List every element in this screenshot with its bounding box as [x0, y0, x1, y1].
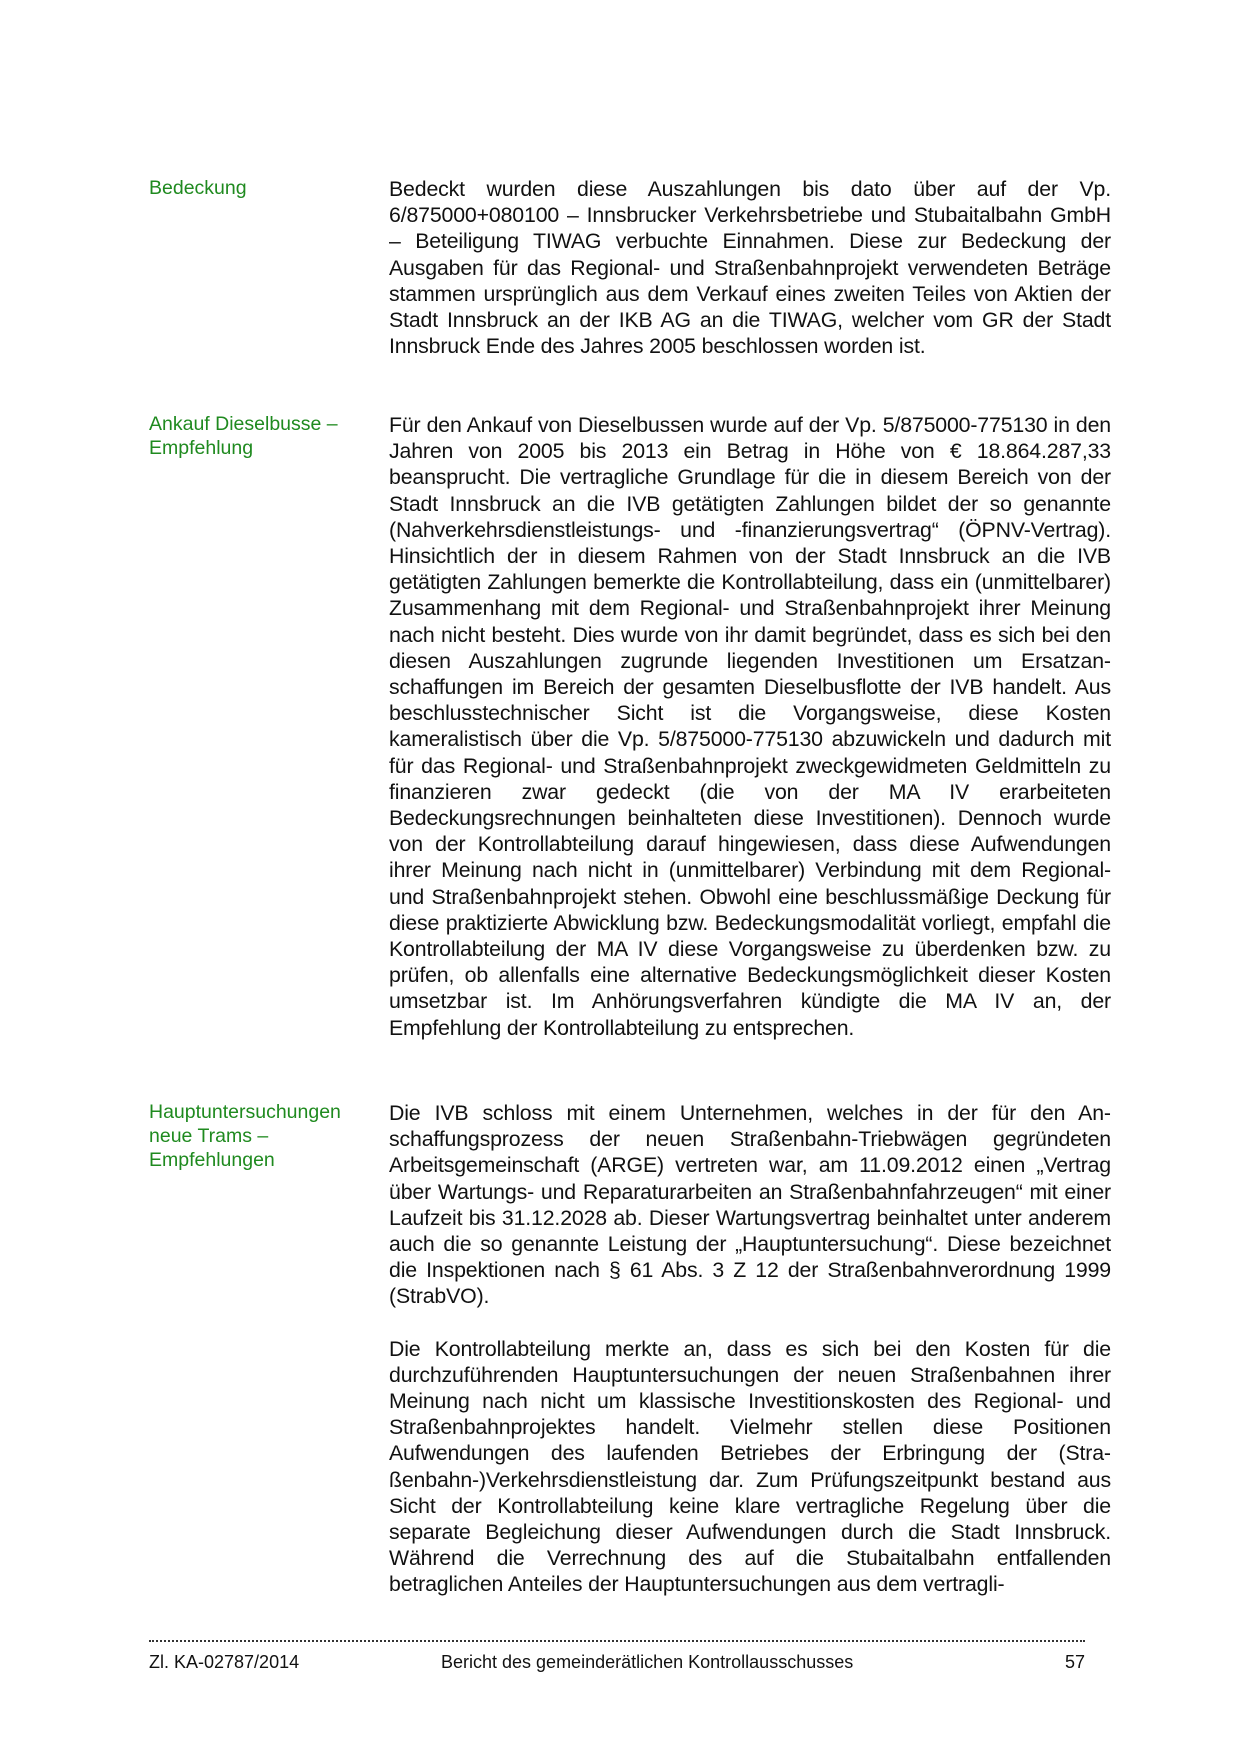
paragraph: Die Kontrollabteilung merkte an, dass es sich bei den Kosten für die durchzuführenden Hauptuntersuchungen der neuen Straßenbahnen ihrer Meinung nach nicht um klassische Investitionskosten des Regional- und Straßenbahnprojektes handelt. Vielmehr stellen diese Positionen Aufwendungen des laufenden Betriebes der Erbringung der (Straßenbahn-)Verkehrsdienstleistung dar. Zum Prüfungszeitpunkt bestand aus Sicht der Kontrollabteilung keine klare vertragliche Regelung über die separate Begleichung dieser Aufwendungen durch die Stadt Innsbruck. Während die Verrechnung des auf die Stubaitalbahn entfallenden betraglichen Anteiles der Hauptuntersuchungen aus dem vertragli- — [389, 1336, 1111, 1597]
margin-label-line: Bedeckung — [149, 177, 247, 199]
page-number: 57 — [1064, 1652, 1085, 1672]
margin-label — [149, 1100, 369, 1172]
margin-label — [149, 412, 369, 460]
paragraph: Für den Ankauf von Dieselbussen wurde auf der Vp. 5/875000-775130 in den Jahren von 2005 bis 2013 ein Betrag in Höhe von € 18.864.287,33 beansprucht. Die vertragliche Grundlage für die in diesem Bereich von der Stadt Innsbruck an die IVB getätigten Zahlungen bildet der so genannte (Nahverkehrsdienstleistungs- und -finanzierungsvertrag“ (ÖPNV-Vertrag). Hinsichtlich der in diesem Rahmen von der Stadt Innsbruck an die IVB getätigten Zahlungen bemerkte die Kontrollabteilung, dass ein (unmittelbarer) Zusammenhang mit dem Regional- und Straßenbahnprojekt ihrer Meinung nach nicht besteht. Dies wurde von ihr damit begründet, dass es sich bei den diesen Auszahlungen zugrunde liegenden Investitionen um Ersatzanschaffungen im Bereich der gesamten Dieselbusflotte der IVB handelt. Aus beschlusstechnischer Sicht ist die Vorgangsweise, diese Kosten kameralistisch über die Vp. 5/875000-775130 abzuwickeln und dadurch mit für das Regional- und Straßenbahnprojekt zweckgewidmeten Geldmitteln zu finanzieren zwar gedeckt (die von der MA IV erarbeiteten Bedeckungsrechnungen beinhalteten diese Investitionen). Dennoch wurde von der Kontrollabteilung darauf hingewiesen, dass diese Aufwendungen ihrer Meinung nach nicht in (unmittelbarer) Verbindung mit dem Regional- und Straßenbahnprojekt stehen. Obwohl eine beschlussmäßige Deckung für diese praktizierte Abwicklung bzw. Bedeckungsmodalität vorliegt, empfahl die Kontrollabteilung der MA IV diese Vorgangsweise zu überdenken bzw. zu prüfen, ob allenfalls eine alternative Bedeckungsmöglichkeit dieser Kosten umsetzbar ist. Im Anhörungsverfahren kündigte die MA IV an, der Empfehlung der Kontrollabteilung zu entsprechen. — [389, 413, 1111, 1040]
section-body — [389, 176, 1111, 359]
section-body — [389, 412, 1111, 1041]
document-reference: Zl. KA-02787/2014 — [149, 1652, 300, 1672]
margin-label-line: Empfehlungen — [149, 1149, 275, 1171]
section-body — [389, 1100, 1111, 1598]
report-title: Bericht des gemeinderätlichen Kontrollausschusses — [441, 1652, 854, 1672]
margin-label-line: Ankauf Dieselbusse – — [149, 413, 338, 435]
margin-label-line: Hauptuntersuchungen — [149, 1101, 341, 1123]
margin-label — [149, 176, 369, 200]
paragraph: Die IVB schloss mit einem Unternehmen, welches in der für den Anschaffungsprozess der neuen Straßenbahn-Triebwägen gegründeten Arbeitsgemeinschaft (ARGE) vertreten war, am 11.09.2012 einen „Vertrag über Wartungs- und Reparaturarbeiten an Straßenbahnfahrzeugen“ mit einer Laufzeit bis 31.12.2028 ab. Dieser Wartungsvertrag beinhaltet unter anderem auch die so genannte Leistung der „Hauptuntersuchung“. Diese bezeichnet die Inspektionen nach § 61 Abs. 3 Z 12 der Straßenbahnverordnung 1999 (StrabVO). — [389, 1101, 1111, 1309]
footer-divider — [149, 1640, 1085, 1642]
margin-label-line: Empfehlung — [149, 437, 254, 459]
margin-label-line: neue Trams – — [149, 1125, 269, 1147]
paragraph: Bedeckt wurden diese Auszahlungen bis dato über auf der Vp. 6/875000+080100 – Innsbrucker Verkehrsbetriebe und Stubaitalbahn GmbH – Beteiligung TIWAG verbuchte Einnahmen. Diese zur Bedeckung der Ausgaben für das Regional- und Straßenbahnprojekt verwendeten Beträge stammen ursprünglich aus dem Verkauf eines zweiten Teiles von Aktien der Stadt Innsbruck an der IKB AG an die TIWAG, welcher vom GR der Stadt Innsbruck Ende des Jahres 2005 beschlossen worden ist. — [389, 177, 1111, 359]
